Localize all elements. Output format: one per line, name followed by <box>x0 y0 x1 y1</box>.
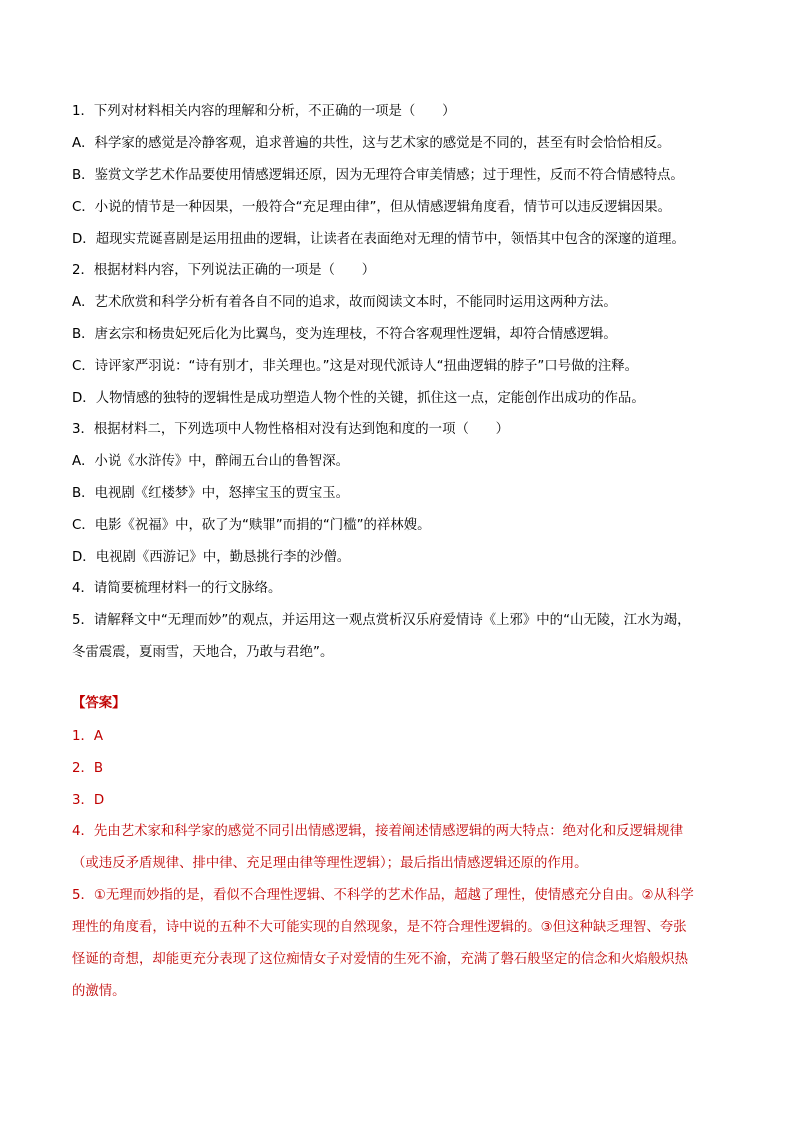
answer-5-line-3: 怪诞的奇想，却能更充分表现了这位痴情女子对爱情的生死不渝，充满了磐石般坚定的信念和火焰般炽热 <box>72 952 688 967</box>
answer-5-line-1: 5．①无理而妙指的是，看似不合理性逻辑、不科学的艺术作品，超越了理性，使情感充分自由。②从科学 <box>72 888 694 903</box>
question-2-stem: 2．根据材料内容，下列说法正确的一项是（ ） <box>72 263 376 278</box>
question-3-option-a: A．小说《水浒传》中，醉闹五台山的鲁智深。 <box>72 454 349 469</box>
question-1-stem: 1．下列对材料相关内容的理解和分析，不正确的一项是（ ） <box>72 104 456 119</box>
answer-1: 1．A <box>72 729 104 744</box>
question-1-option-c: C．小说的情节是一种因果，一般符合“充足理由律”，但从情感逻辑角度看，情节可以违反逻辑因果。 <box>72 200 672 215</box>
question-2-option-a: A．艺术欣赏和科学分析有着各自不同的追求，故而阅读文本时，不能同时运用这两种方法。 <box>72 295 617 310</box>
question-3-option-d: D．电视剧《西游记》中，勤恳挑行李的沙僧。 <box>72 550 351 565</box>
question-2-option-b: B．唐玄宗和杨贵妃死后化为比翼鸟，变为连理枝，不符合客观理性逻辑，却符合情感逻辑。 <box>72 327 617 342</box>
question-1-option-a: A．科学家的感觉是冷静客观，追求普遍的共性，这与艺术家的感觉是不同的，甚至有时会恰恰相反。 <box>72 136 671 151</box>
question-3-option-c: C．电影《祝福》中，砍了为“赎罪”而捐的“门槛”的祥林嫂。 <box>72 518 431 533</box>
question-3-stem: 3．根据材料二，下列选项中人物性格相对没有达到饱和度的一项（ ） <box>72 422 510 437</box>
question-5-stem-line-1: 5．请解释文中“无理而妙”的观点，并运用这一观点赏析汉乐府爱情诗《上邪》中的“山无陵，江水为竭， <box>72 613 691 628</box>
question-2-option-c: C．诗评家严羽说：“诗有别才，非关理也。”这是对现代派诗人“扭曲逻辑的脖子”口号做的注释。 <box>72 359 639 374</box>
answer-5-line-4: 的激情。 <box>72 984 126 999</box>
answer-3: 3．D <box>72 793 105 808</box>
question-2-option-d: D．人物情感的独特的逻辑性是成功塑造人物个性的关键，抓住这一点，定能创作出成功的作品。 <box>72 391 645 406</box>
answer-4-line-1: 4．先由艺术家和科学家的感觉不同引出情感逻辑，接着阐述情感逻辑的两大特点：绝对化和反逻辑规律 <box>72 824 684 839</box>
question-5-stem-line-2: 冬雷震震，夏雨雪，天地合，乃敢与君绝”。 <box>72 645 334 660</box>
answer-2: 2．B <box>72 761 104 776</box>
question-1-option-d: D．超现实荒诞喜剧是运用扭曲的逻辑，让读者在表面绝对无理的情节中，领悟其中包含的深邃的道理。 <box>72 232 685 247</box>
question-3-option-b: B．电视剧《红楼梦》中，怒摔宝玉的贾宝玉。 <box>72 486 349 501</box>
question-4-stem: 4．请简要梳理材料一的行文脉络。 <box>72 581 282 596</box>
question-1-option-b: B．鉴赏文学艺术作品要使用情感逻辑还原，因为无理符合审美情感；过于理性，反而不符合情感特点。 <box>72 168 684 183</box>
answer-4-line-2: （或违反矛盾规律、排中律、充足理由律等理性逻辑）；最后指出情感逻辑还原的作用。 <box>72 856 588 871</box>
answer-5-line-2: 理性的角度看，诗中说的五种不大可能实现的自然现象，是不符合理性逻辑的。③但这种缺乏理智、夸张 <box>72 920 687 935</box>
answer-header: 【答案】 <box>72 696 126 711</box>
